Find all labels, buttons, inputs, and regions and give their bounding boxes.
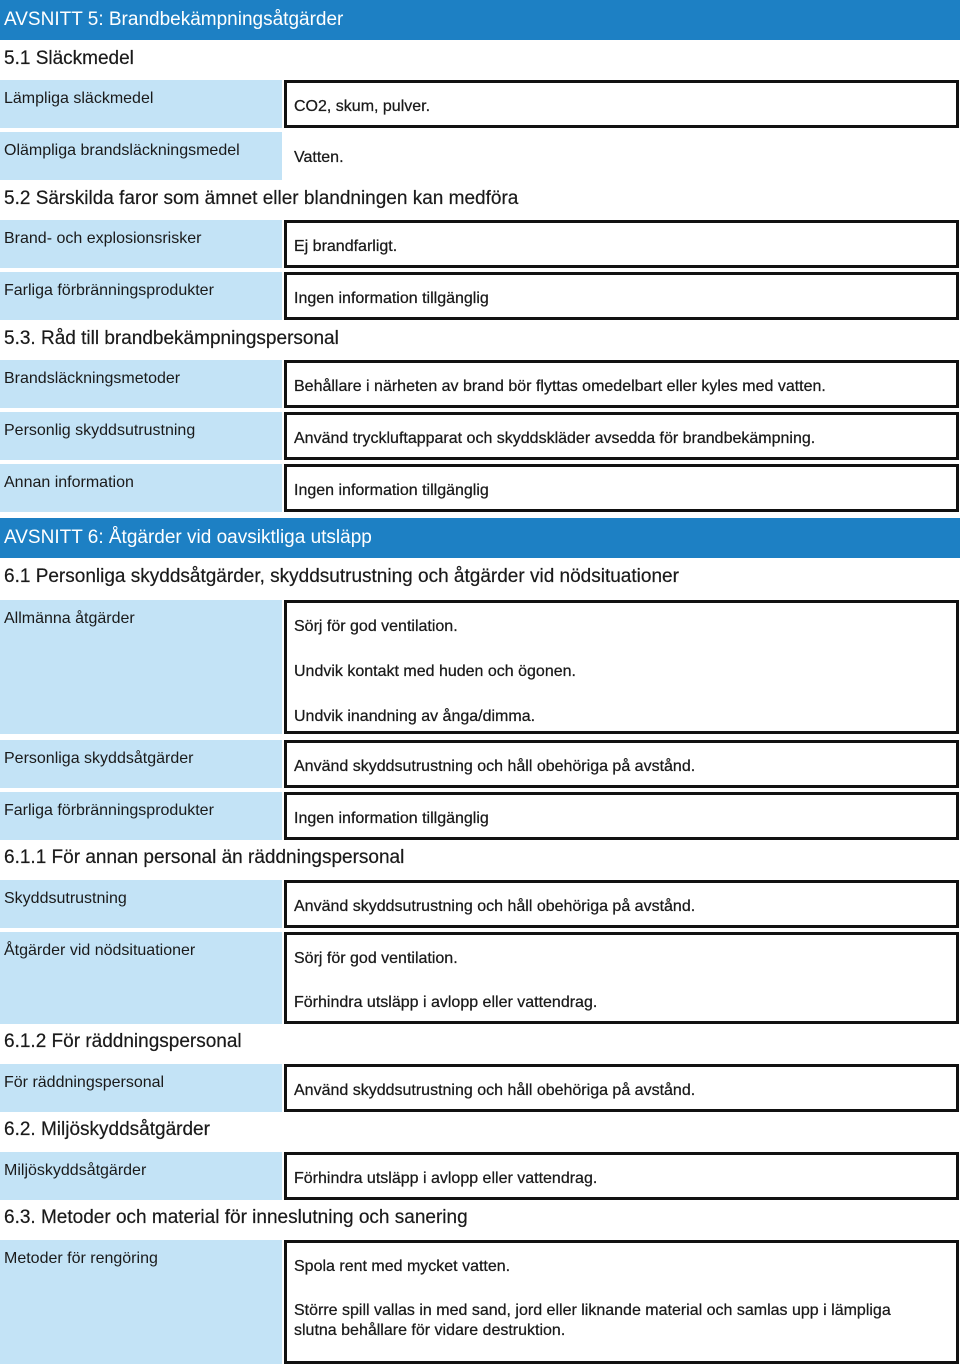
field-label: Åtgärder vid nödsituationer (0, 932, 282, 1024)
field-value-box (284, 740, 959, 788)
field-value-box (284, 932, 959, 1024)
field-value-box (284, 880, 959, 928)
field-label: Brandsläckningsmetoder (0, 360, 282, 408)
field-value-box (284, 272, 959, 320)
field-label: Lämpliga släckmedel (0, 80, 282, 128)
field-value: Använd skyddsutrustning och håll obehöriga på avstånd. (294, 1082, 696, 1099)
field-value: CO2, skum, pulver. (294, 98, 431, 115)
subsection-6-1-heading: 6.1 Personliga skyddsåtgärder, skyddsutrustning och åtgärder vid nödsituationer (4, 566, 679, 587)
field-value-box (284, 792, 959, 840)
field-value-box (284, 464, 959, 512)
field-value-box (284, 600, 959, 734)
field-label: Metoder för rengöring (0, 1240, 282, 1364)
field-value-box (284, 220, 959, 268)
field-value: Större spill vallas in med sand, jord eller liknande material och samlas upp i lämpliga slutna behållare för vidare destruktion. (294, 1302, 891, 1339)
field-value-box (284, 80, 959, 128)
field-label: För räddningspersonal (0, 1064, 282, 1112)
field-value: Behållare i närheten av brand bör flyttas omedelbart eller kyles med vatten. (294, 378, 826, 395)
field-value: Spola rent med mycket vatten. (294, 1258, 511, 1275)
field-value-box (284, 1152, 959, 1200)
field-label: Skyddsutrustning (0, 880, 282, 928)
subsection-6-1-1-heading: 6.1.1 För annan personal än räddningspersonal (4, 847, 405, 868)
field-label: Miljöskyddsåtgärder (0, 1152, 282, 1200)
section-6-banner (0, 518, 960, 558)
field-value: Ingen information tillgänglig (294, 482, 489, 499)
field-value: Vatten. (294, 149, 344, 166)
section-5-title: AVSNITT 5: Brandbekämpningsåtgärder (4, 9, 344, 30)
field-value: Förhindra utsläpp i avlopp eller vattendrag. (294, 994, 598, 1011)
field-value-box (284, 1064, 959, 1112)
field-value: Ingen information tillgänglig (294, 290, 489, 307)
subsection-5-2-heading: 5.2 Särskilda faror som ämnet eller blandningen kan medföra (4, 188, 519, 209)
field-value-box (284, 132, 959, 180)
subsection-5-1-heading: 5.1 Släckmedel (4, 48, 134, 69)
subsection-5-3-heading: 5.3. Råd till brandbekämpningspersonal (4, 328, 339, 349)
field-label: Annan information (0, 464, 282, 512)
subsection-6-3-heading: 6.3. Metoder och material för inneslutning och sanering (4, 1207, 468, 1228)
field-value-box (284, 1240, 959, 1364)
field-value-box (284, 360, 959, 408)
field-label: Brand- och explosionsrisker (0, 220, 282, 268)
field-value: Använd tryckluftapparat och skyddskläder avsedda för brandbekämpning. (294, 430, 816, 447)
field-label: Personliga skyddsåtgärder (0, 740, 282, 788)
subsection-6-2-heading: 6.2. Miljöskyddsåtgärder (4, 1119, 210, 1140)
subsection-6-1-2-heading: 6.1.2 För räddningspersonal (4, 1031, 242, 1052)
field-value: Undvik kontakt med huden och ögonen. (294, 663, 576, 680)
field-label: Olämpliga brandsläckningsmedel (0, 132, 282, 180)
field-value: Ej brandfarligt. (294, 238, 398, 255)
section-5-banner (0, 0, 960, 40)
field-value: Ingen information tillgänglig (294, 810, 489, 827)
field-value: Sörj för god ventilation. (294, 950, 458, 967)
field-label: Farliga förbränningsprodukter (0, 272, 282, 320)
field-value: Sörj för god ventilation. (294, 618, 458, 635)
field-value: Undvik inandning av ånga/dimma. (294, 708, 536, 725)
field-label: Farliga förbränningsprodukter (0, 792, 282, 840)
field-value: Använd skyddsutrustning och håll obehöriga på avstånd. (294, 758, 696, 775)
field-value: Förhindra utsläpp i avlopp eller vattendrag. (294, 1170, 598, 1187)
section-6-title: AVSNITT 6: Åtgärder vid oavsiktliga utsläpp (4, 527, 372, 548)
field-value-box (284, 412, 959, 460)
field-label: Personlig skyddsutrustning (0, 412, 282, 460)
field-label: Allmänna åtgärder (0, 600, 282, 734)
field-value: Använd skyddsutrustning och håll obehöriga på avstånd. (294, 898, 696, 915)
